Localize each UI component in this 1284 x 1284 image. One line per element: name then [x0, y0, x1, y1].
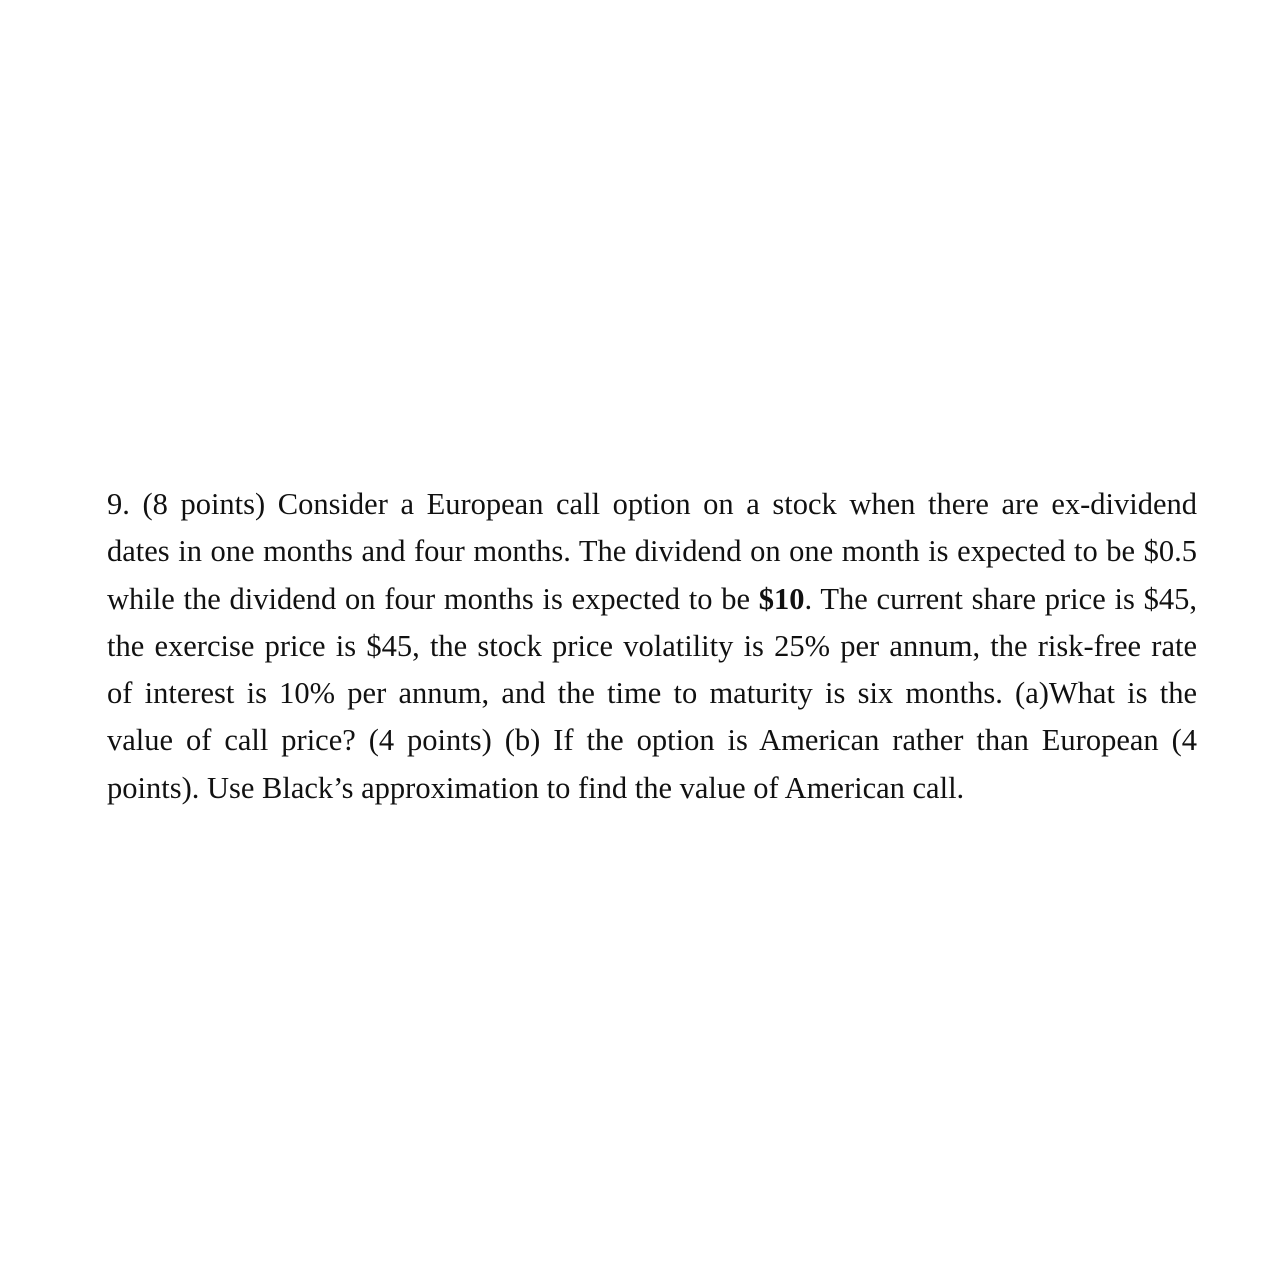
dividend-amount-bold: $10: [758, 581, 805, 616]
question-line-1: 9. (8 points) Consider a European call option on a stock when there are ex-dividend: [107, 487, 1197, 521]
question-9-paragraph: [107, 481, 1197, 812]
question-line-5: of interest is 10% per annum, and the time to maturity is six months. (a)What is the: [107, 676, 1197, 711]
question-line-2: dates in one months and four months. The dividend on one month is expected to be $0.5: [107, 534, 1197, 569]
question-line-4: the exercise price is $45, the stock price volatility is 25% per annum, the risk-free rate: [107, 628, 1197, 663]
question-line-7: points). Use Black’s approximation to find the value of American call.: [107, 770, 965, 805]
question-line-3: [107, 576, 1197, 623]
question-line-6: value of call price? (4 points) (b) If the option is American rather than European (4: [107, 723, 1197, 758]
question-line-3-start: while the dividend on four months is expected to be: [107, 581, 759, 616]
question-line-3-end: . The current share price is $45,: [804, 581, 1197, 616]
